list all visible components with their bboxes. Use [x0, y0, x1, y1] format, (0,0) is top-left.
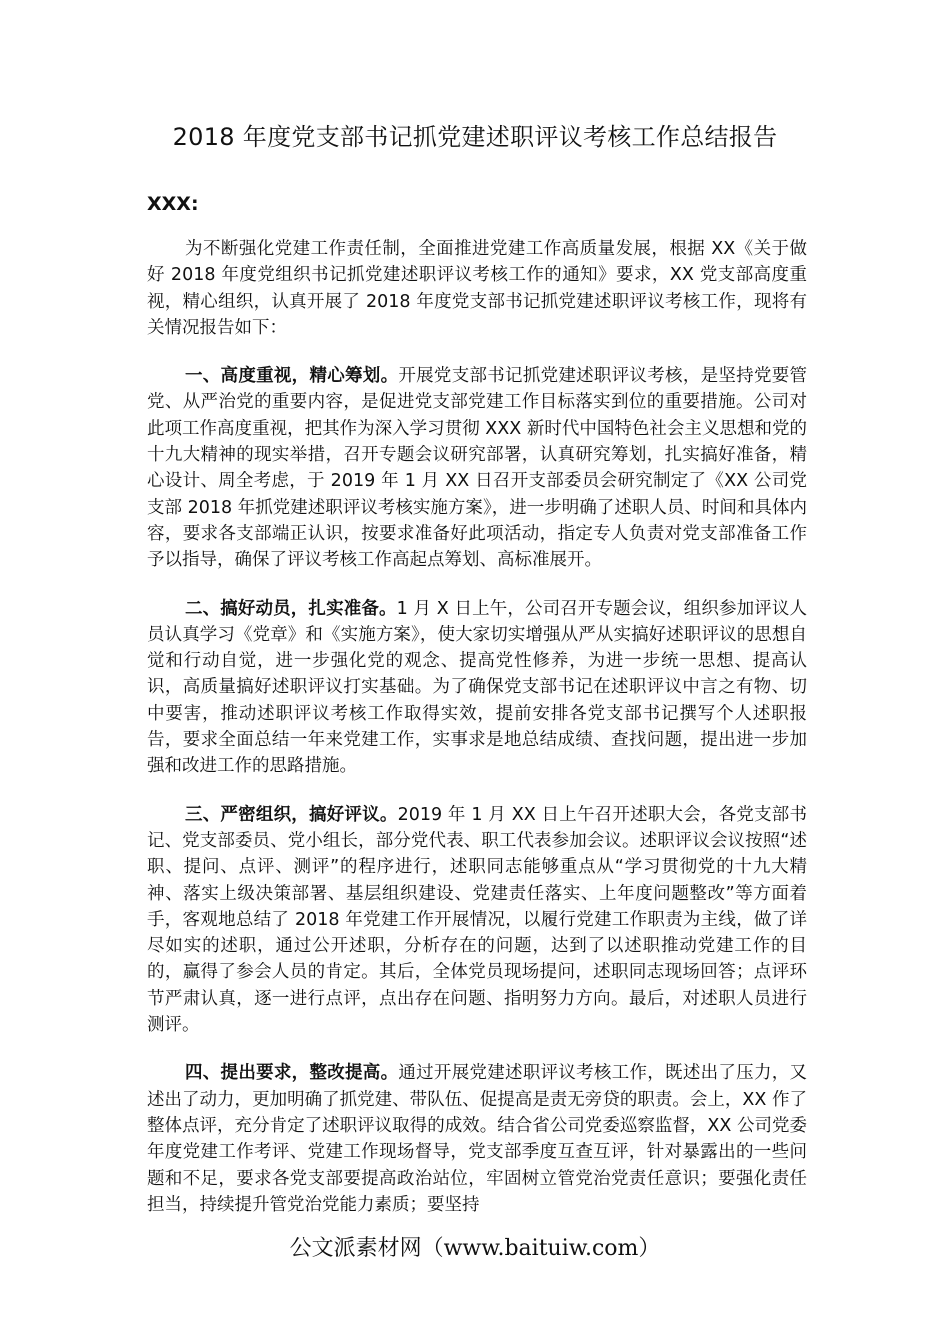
section-paragraph-1: [147, 363, 807, 573]
section-heading-1: 一、高度重视，精心筹划。: [185, 366, 399, 387]
section-text-4: 通过开展党建述职评议考核工作，既述出了压力，又述出了动力，更加明确了抓党建、带队伍、促提高是责无旁贷的职责。会上，XX 作了整体点评，充分肯定了述职评议取得的成效。结合省公司党委巡察监督，XX 公司党委年度党建工作考评、党建工作现场督导，党支部季度互查互评，针对暴露出的一些问题和不足，要求各党支部要提高政治站位，牢固树立管党治党责任意识；要强化责任担当，持续提升管党治党能力素质；要坚持: [147, 1063, 808, 1215]
section-heading-3: 三、严密组织，搞好评议。: [185, 804, 398, 825]
document-body: [147, 236, 807, 1240]
section-heading-4: 四、提出要求，整改提高。: [185, 1063, 399, 1084]
salutation: XXX:: [147, 193, 199, 215]
section-text-2: 1 月 X 日上午，公司召开专题会议，组织参加评议人员认真学习《党章》和《实施方案》，使大家切实增强从严从实搞好述职评议的思想自觉和行动自觉，进一步强化党的观念、提高党性修养，为进一步统一思想、提高认识，高质量搞好述职评议打实基础。为了确保党支部书记在述职评议中言之有物、切中要害，推动述职评议考核工作取得实效，提前安排各党支部书记撰写个人述职报告，要求全面总结一年来党建工作，实事求是地总结成绩、查找问题，提出进一步加强和改进工作的思路措施。: [147, 598, 807, 777]
intro-paragraph: 为不断强化党建工作责任制，全面推进党建工作高质量发展，根据 XX《关于做好 2018 年度党组织书记抓党建述职评议考核工作的通知》要求，XX 党支部高度重视，精心组织，认真开展了 2018 年度党支部书记抓党建述职评议考核工作，现将有关情况报告如下：: [147, 239, 807, 338]
document-title: 2018 年度党支部书记抓党建述职评议考核工作总结报告: [172, 123, 778, 151]
section-text-3: 2019 年 1 月 XX 日上午召开述职大会，各党支部书记、党支部委员、党小组长，部分党代表、职工代表参加会议。述职评议会议按照“述职、提问、点评、测评”的程序进行，述职同志能够重点从“学习贯彻党的十九大精神、落实上级决策部署、基层组织建设、党建责任落实、上年度问题整改”等方面着手，客观地总结了 2018 年党建工作开展情况，以履行党建工作职责为主线，做了详尽如实的述职，通过公开述职，分析存在的问题，达到了以述职推动党建工作的目的，赢得了参会人员的肯定。其后，全体党员现场提问，述职同志现场回答；点评环节严肃认真，逐一进行点评，点出存在问题、指明努力方向。最后，对述职人员进行测评。: [147, 804, 807, 1036]
section-heading-2: 二、搞好动员，扎实准备。: [185, 598, 397, 619]
section-paragraph-3: [147, 802, 807, 1039]
section-text-1: 开展党支部书记抓党建述职评议考核，是坚持党要管党、从严治党的重要内容，是促进党支部党建工作目标落实到位的重要措施。公司对此项工作高度重视，把其作为深入学习贯彻 XXX 新时代中国特色社会主义思想和党的十九大精神的现实举措，召开专题会议研究部署，认真研究筹划，扎实搞好准备，精心设计、周全考虑，于 2019 年 1 月 XX 日召开支部委员会研究制定了《XX 公司党支部 2018 年抓党建述职评议考核实施方案》，进一步明确了述职人员、时间和具体内容，要求各支部端正认识，按要求准备好此项活动，指定专人负责对党支部准备工作予以指导，确保了评议考核工作高起点筹划、高标准展开。: [147, 366, 808, 571]
section-paragraph-4: [147, 1060, 807, 1218]
section-paragraph-2: [147, 596, 807, 780]
footer-watermark: 公文派素材网（www.baituiw.com）: [289, 1236, 661, 1261]
